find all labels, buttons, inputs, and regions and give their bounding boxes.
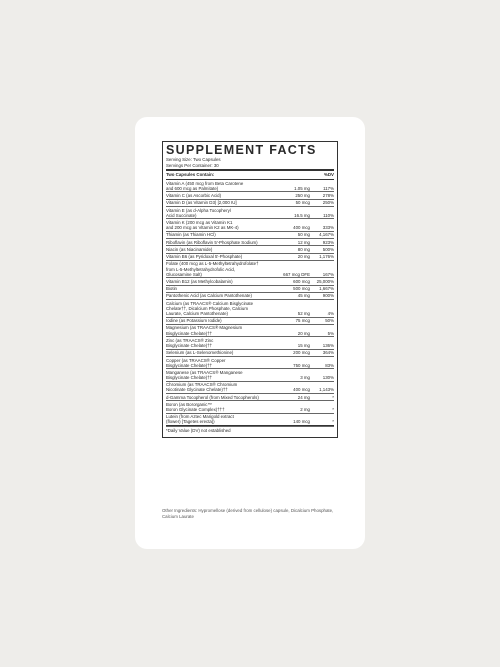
nutrient-row xyxy=(166,381,334,393)
nutrient-row xyxy=(166,317,334,324)
nutrient-name: Vitamin K (200 mcg as Vitamin K1 and 200 mcg as Vitamin K2 as MK-4) xyxy=(166,219,239,230)
nutrient-dv: 25,000% xyxy=(316,278,334,284)
nutrient-name: Vitamin D (as Vitamin D3) [2,000 IU] xyxy=(166,200,237,206)
nutrient-dv: 110% xyxy=(323,212,334,218)
nutrient-name: Chromium (as TRAACS® Chromium Nicotinate Glycinate Chelate)†† xyxy=(166,382,238,393)
amount-header: Two Capsules Contain: xyxy=(166,172,215,177)
nutrient-row xyxy=(166,238,334,245)
nutrient-dv: 136% xyxy=(322,342,334,348)
nutrient-name: Vitamin A (450 mcg from Beta Carotene and 600 mcg as Palmitate) xyxy=(166,180,244,191)
nutrient-dv: 333% xyxy=(322,225,334,230)
nutrient-dv: 278% xyxy=(322,192,334,198)
nutrient-amount: 24 mg xyxy=(297,394,310,400)
nutrient-name: Biotin xyxy=(166,286,177,292)
nutrient-name: Riboflavin (as Riboflavin 5'-Phosphate Sodium) xyxy=(166,239,258,245)
nutrient-row xyxy=(166,180,334,191)
nutrient-amount: 52 mg xyxy=(297,310,310,316)
nutrient-dv: 1,176% xyxy=(319,254,334,260)
nutrient-amount: 250 mg xyxy=(295,192,310,198)
nutrient-dv: 250% xyxy=(322,200,334,206)
product-label-card xyxy=(135,117,365,549)
nutrient-row xyxy=(166,299,334,316)
dv-footnote: *Daily Value (DV) not established xyxy=(166,426,334,434)
nutrient-dv: 4,167% xyxy=(319,232,334,238)
nutrient-row xyxy=(166,218,334,230)
dv-header: %DV xyxy=(323,172,334,177)
nutrient-amount: 3 mg xyxy=(300,374,310,380)
nutrient-dv: 5% xyxy=(327,330,334,336)
nutrient-row xyxy=(166,277,334,284)
nutrient-row xyxy=(166,285,334,292)
nutrient-dv: * xyxy=(332,407,334,412)
nutrient-dv: 117% xyxy=(323,185,334,191)
nutrient-row xyxy=(166,324,334,336)
nutrient-dv: 130% xyxy=(322,374,334,380)
nutrient-name: Magnesium (as TRAACS® Magnesium Bisglycinate Chelate)†† xyxy=(166,325,243,336)
nutrient-row xyxy=(166,206,334,218)
nutrient-row xyxy=(166,413,334,425)
nutrient-row xyxy=(166,400,334,412)
nutrient-dv: 50% xyxy=(325,318,334,324)
nutrient-amount: 400 mcg xyxy=(293,225,310,230)
nutrient-row xyxy=(166,191,334,198)
nutrient-amount: 400 mcg xyxy=(293,387,310,393)
nutrient-amount: 667 mcg DFE xyxy=(283,271,310,277)
nutrient-amount: 75 mcg xyxy=(295,318,310,324)
nutrient-row xyxy=(166,356,334,368)
serving-size: Serving Size: Two Capsules xyxy=(166,157,221,162)
nutrient-name: Pantothenic Acid (as Calcium Pantothenate) xyxy=(166,293,252,299)
nutrient-row xyxy=(166,368,334,380)
nutrient-name: Zinc (as TRAACS® Zinc Bisglycinate Chelate)†† xyxy=(166,337,214,348)
nutrient-row xyxy=(166,199,334,206)
nutrient-name: Niacin (as Niacinamide) xyxy=(166,246,213,252)
nutrient-name: Iodine (as Potassium Iodide) xyxy=(166,318,222,324)
nutrient-dv: 900% xyxy=(322,293,334,299)
nutrient-amount: 16.5 mg xyxy=(294,212,310,218)
nutrient-name: Manganese (as TRAACS® Manganese Bisglycinate Chelate)†† xyxy=(166,369,243,380)
column-header xyxy=(166,171,334,179)
nutrient-dv: 364% xyxy=(322,350,334,356)
nutrient-name: Selenium (as L-Selenomethionine) xyxy=(166,350,234,356)
nutrient-amount: 2 mg xyxy=(300,407,310,412)
nutrient-row xyxy=(166,253,334,260)
nutrient-amount: 20 mg xyxy=(297,330,310,336)
nutrient-row xyxy=(166,245,334,252)
nutrient-amount: 200 mcg xyxy=(293,350,310,356)
nutrient-name: Copper (as TRAACS® Copper Bisglycinate Chelate)†† xyxy=(166,357,226,368)
nutrient-row xyxy=(166,336,334,348)
nutrient-amount: 1.05 mg xyxy=(294,185,310,191)
nutrient-row xyxy=(166,292,334,299)
nutrient-amount: 20 mg xyxy=(297,254,310,260)
nutrient-name: Vitamin E (as d-Alpha Tocopheryl Acid Succinate) xyxy=(166,207,231,218)
nutrient-dv: 167% xyxy=(322,271,334,277)
nutrient-dv: 83% xyxy=(325,362,334,368)
nutrient-amount: 750 mcg xyxy=(293,362,310,368)
nutrient-dv: 923% xyxy=(322,239,334,245)
nutrient-name: Vitamin B12 (as Methylcobalamin) xyxy=(166,278,233,284)
nutrient-amount: 12 mg xyxy=(297,239,310,245)
nutrient-dv: * xyxy=(332,419,334,425)
supplement-facts-title: SUPPLEMENT FACTS xyxy=(166,143,317,157)
nutrient-row xyxy=(166,231,334,238)
nutrient-dv: 1,143% xyxy=(319,387,334,393)
nutrient-table xyxy=(166,180,334,425)
nutrient-row xyxy=(166,349,334,356)
nutrient-name: Vitamin C (as Ascorbic Acid) xyxy=(166,192,222,198)
nutrient-dv: 500% xyxy=(322,246,334,252)
nutrient-dv: 4% xyxy=(327,310,334,316)
nutrient-amount: 15 mg xyxy=(297,342,310,348)
nutrient-name: Lutein (from Aztec Marigold extract (flower) [Tagetes erecta]) xyxy=(166,414,234,425)
nutrient-name: d-Gamma Tocopherol (from Mixed Tocopherols) xyxy=(166,394,259,400)
nutrient-dv: 1,667% xyxy=(319,286,334,292)
nutrient-amount: 50 mcg xyxy=(295,200,310,206)
other-ingredients: Other Ingredients: Hypromellose (derived from cellulose) capsule, Dicalcium Phosphate, Calcium Laurate xyxy=(162,508,334,520)
nutrient-row xyxy=(166,260,334,277)
nutrient-amount: 80 mg xyxy=(297,246,310,252)
nutrient-amount: 45 mg xyxy=(297,293,310,299)
supplement-facts-panel xyxy=(162,141,338,438)
nutrient-name: Boron (as Bororganic™ Boron Glycinate Complex)††† xyxy=(166,401,225,412)
nutrient-amount: 600 mcg xyxy=(293,278,310,284)
nutrient-dv: * xyxy=(332,394,334,400)
nutrient-name: Vitamin B6 (as Pyridoxal 5'-Phosphate) xyxy=(166,254,243,260)
nutrient-amount: 50 mg xyxy=(297,232,310,238)
nutrient-name: Thiamin (as Thiamin HCl) xyxy=(166,232,216,238)
nutrient-amount: 500 mcg xyxy=(293,286,310,292)
nutrient-name: Folate (400 mcg as L-5-Methyltetrahydrofolate† from L-5-Methyltetrahydrofolic Acid, Glucosamine Salt) xyxy=(166,261,259,277)
nutrient-name: Calcium (as TRAACS® Calcium Bisglycinate Chelate††, Dicalcium Phosphate, Calcium Laurate, Calcium Pantothenate) xyxy=(166,300,254,316)
nutrient-row xyxy=(166,393,334,400)
servings-per-container: Servings Per Container: 30 xyxy=(166,162,219,168)
nutrient-amount: 140 mcg xyxy=(293,419,310,425)
